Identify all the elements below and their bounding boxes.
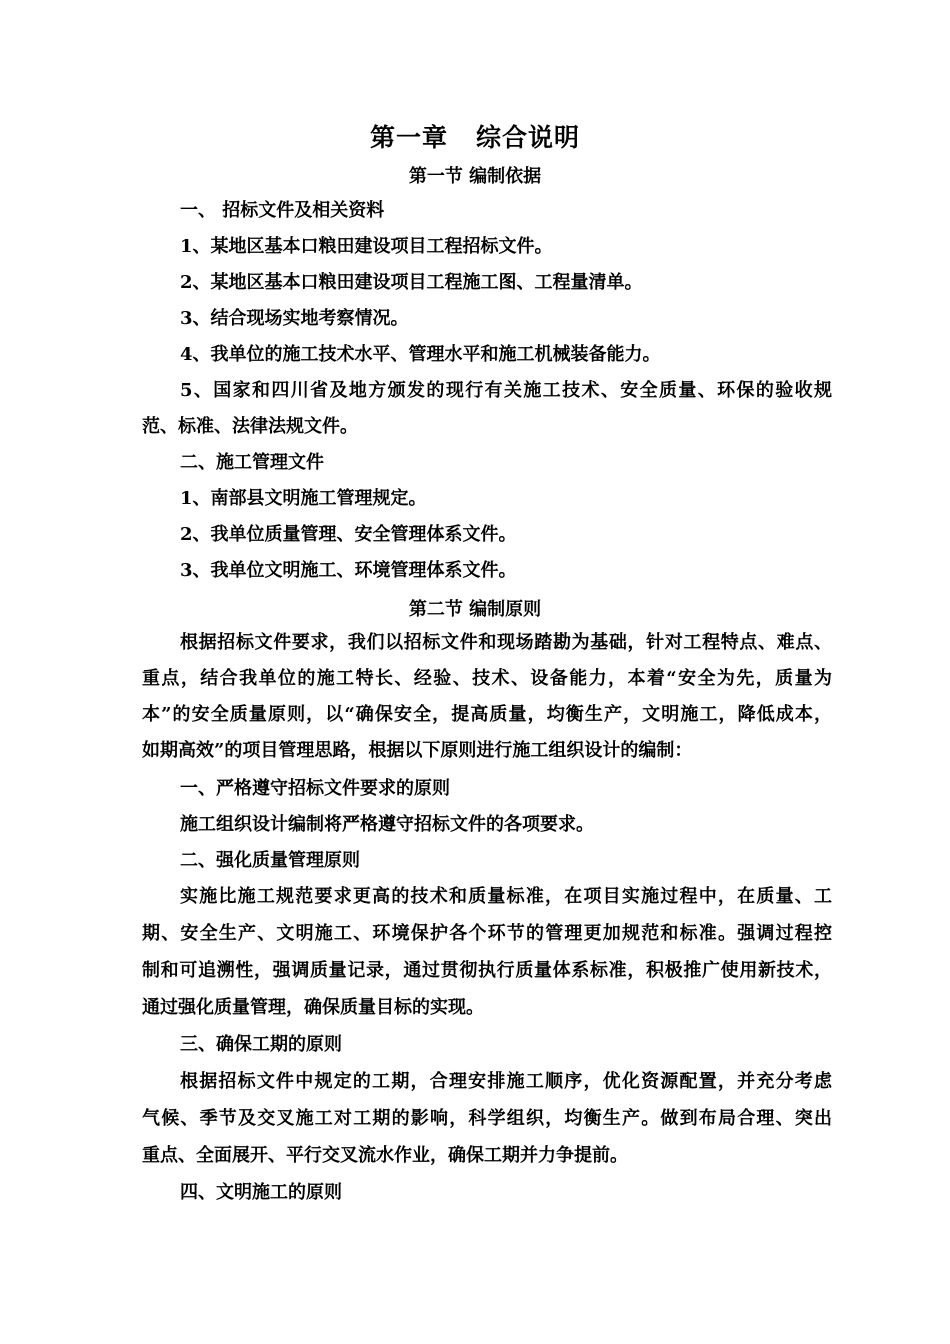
part2-item-2: 2、我单位质量管理、安全管理体系文件。 bbox=[180, 524, 517, 545]
intro-line-2: 重点，结合我单位的施工特长、经验、技术、设备能力，本着“安全为先，质量为 bbox=[142, 668, 832, 689]
intro-line-3: 本”的安全质量原则，以“确保安全，提高质量，均衡生产，文明施工，降低成本， bbox=[142, 704, 832, 725]
principle-2-line-1: 实施比施工规范要求更高的技术和质量标准，在项目实施过程中，在质量、工 bbox=[180, 886, 832, 907]
part1-item-1: 1、某地区基本口粮田建设项目工程招标文件。 bbox=[180, 236, 553, 257]
chapter-name: 综合说明 bbox=[476, 123, 581, 152]
part1-item-5-line-2: 范、标准、法律法规文件。 bbox=[142, 416, 358, 437]
part2-heading: 二、施工管理文件 bbox=[180, 452, 324, 473]
part1-item-5-line-1: 5、国家和四川省及地方颁发的现行有关施工技术、安全质量、环保的验收规 bbox=[180, 380, 832, 401]
principle-1-body: 施工组织设计编制将严格遵守招标文件的各项要求。 bbox=[180, 814, 594, 835]
part2-item-3: 3、我单位文明施工、环境管理体系文件。 bbox=[180, 560, 517, 581]
principle-2-line-3: 制和可追溯性，强调质量记录，通过贯彻执行质量体系标准，积极推广使用新技术， bbox=[142, 960, 832, 981]
principle-2-line-4: 通过强化质量管理，确保质量目标的实现。 bbox=[142, 997, 484, 1018]
part1-item-3: 3、结合现场实地考察情况。 bbox=[180, 308, 409, 329]
principle-1-heading: 一、严格遵守招标文件要求的原则 bbox=[180, 778, 450, 799]
principle-2-heading: 二、强化质量管理原则 bbox=[180, 850, 360, 871]
part1-heading: 一、 招标文件及相关资料 bbox=[180, 200, 385, 221]
chapter-number: 第一章 bbox=[369, 123, 448, 152]
part1-item-2: 2、某地区基本口粮田建设项目工程施工图、工程量清单。 bbox=[180, 272, 643, 293]
principle-3-line-3: 重点、全面展开、平行交叉流水作业，确保工期并力争提前。 bbox=[142, 1145, 628, 1166]
principle-4-heading: 四、文明施工的原则 bbox=[180, 1182, 342, 1203]
part1-item-4: 4、我单位的施工技术水平、管理水平和施工机械装备能力。 bbox=[180, 344, 661, 365]
part2-item-1: 1、南部县文明施工管理规定。 bbox=[180, 488, 427, 509]
principle-3-heading: 三、确保工期的原则 bbox=[180, 1034, 342, 1055]
section-title-2: 第二节 编制原则 bbox=[408, 599, 542, 620]
principle-2-line-2: 期、安全生产、文明施工、环境保护各个环节的管理更加规范和标准。强调过程控 bbox=[142, 923, 832, 944]
principle-3-line-2: 气候、季节及交叉施工对工期的影响，科学组织，均衡生产。做到布局合理、突出 bbox=[142, 1108, 832, 1129]
intro-line-1: 根据招标文件要求，我们以招标文件和现场踏勘为基础，针对工程特点、难点、 bbox=[180, 632, 832, 653]
intro-line-4: 如期高效”的项目管理思路，根据以下原则进行施工组织设计的编制： bbox=[142, 740, 693, 761]
chapter-title bbox=[0, 118, 950, 154]
principle-3-line-1: 根据招标文件中规定的工期，合理安排施工顺序，优化资源配置，并充分考虑 bbox=[180, 1071, 832, 1092]
section-title-1: 第一节 编制依据 bbox=[408, 166, 542, 187]
